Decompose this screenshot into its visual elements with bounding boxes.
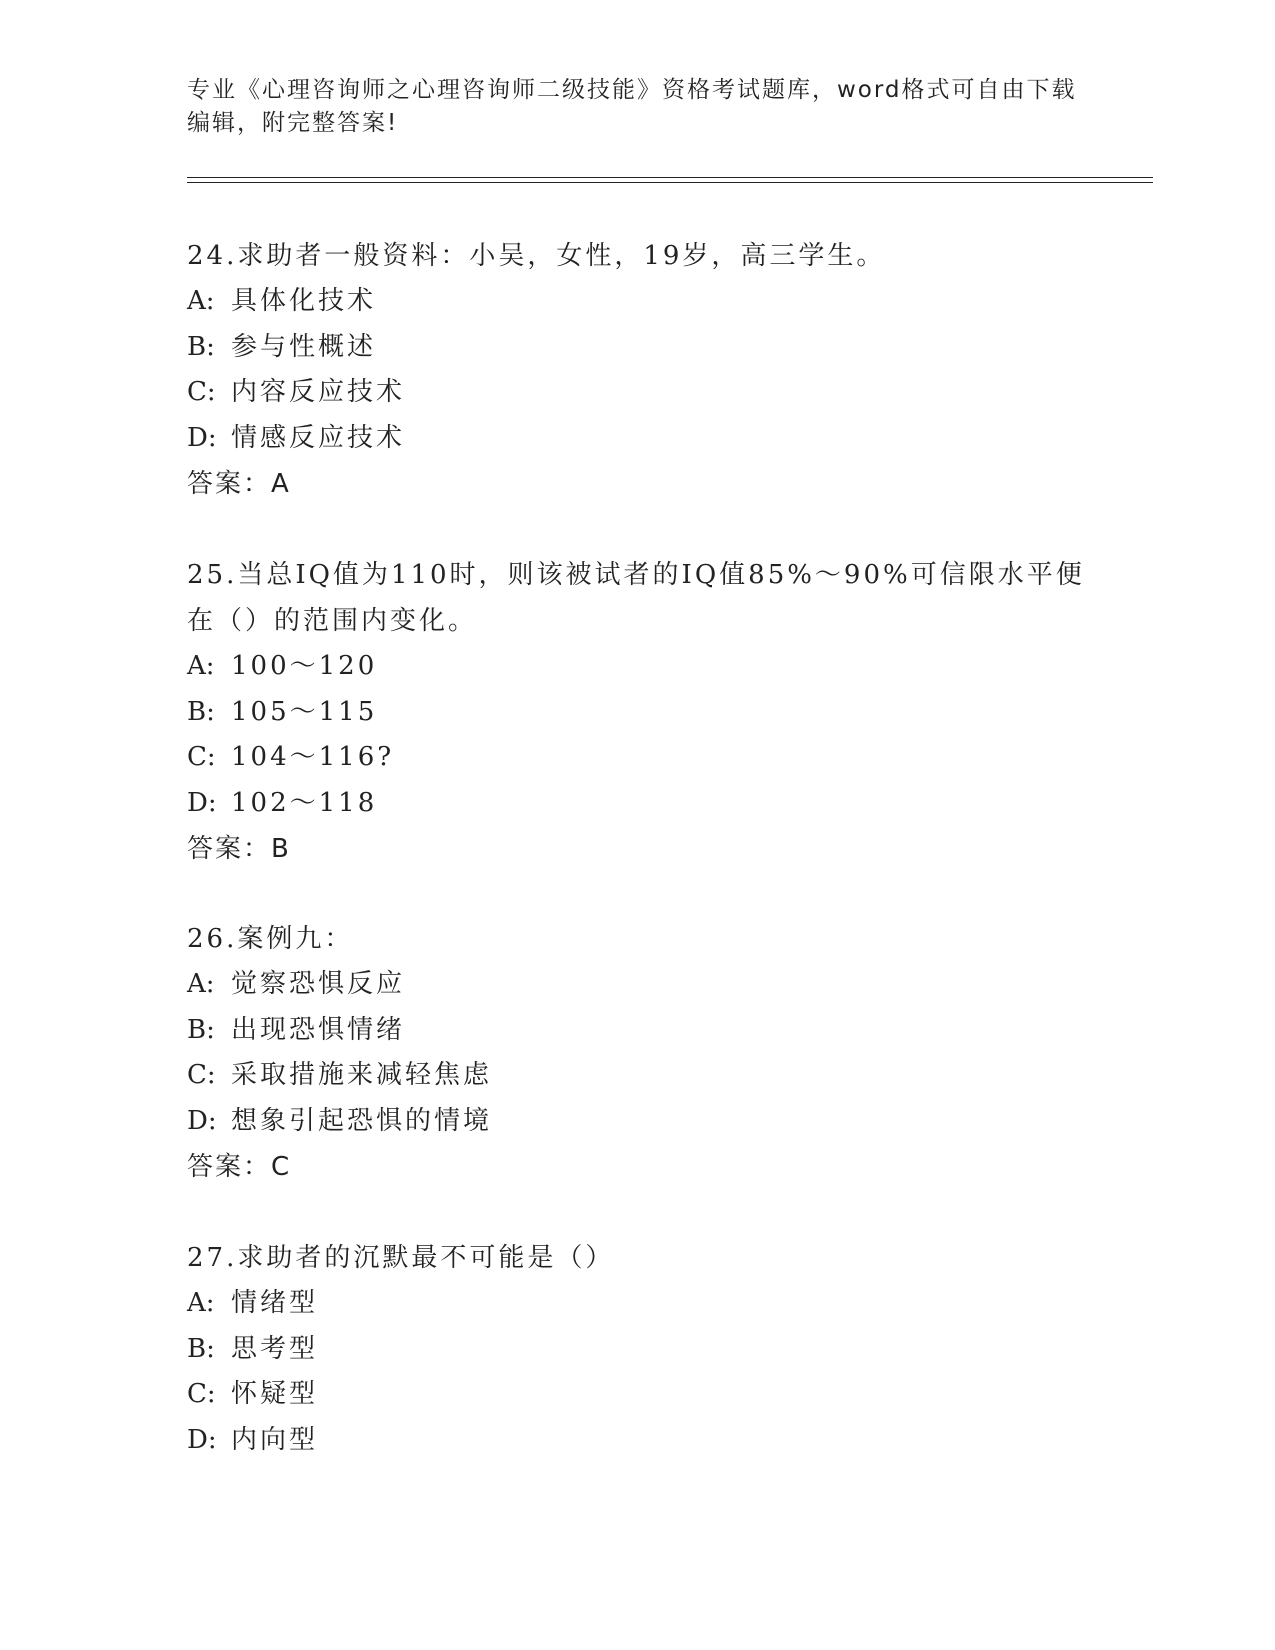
option-text: 内容反应技术: [231, 377, 406, 407]
option-letter: A:: [187, 969, 215, 999]
option-d: [187, 781, 1087, 827]
question-stem: 26.案例九：: [187, 924, 354, 954]
option-c: [187, 735, 1087, 781]
option-c: [187, 1053, 1087, 1099]
option-letter: A:: [187, 1288, 215, 1318]
option-letter: C:: [187, 377, 216, 407]
option-letter: B:: [187, 331, 215, 362]
option-text: 104～116?: [231, 742, 395, 772]
answer-line: 答案：C: [187, 1152, 292, 1182]
header-divider-top: [187, 177, 1153, 178]
option-c: [187, 370, 1087, 416]
question-26: [187, 916, 1087, 1190]
option-b: [187, 690, 1087, 736]
option-c: [187, 1372, 1087, 1418]
option-text: 具体化技术: [231, 286, 377, 316]
document-header: 专业《心理咨询师之心理咨询师二级技能》资格考试题库，word格式可自由下载编辑，附完整答案!: [187, 77, 1077, 136]
option-letter: A:: [187, 286, 215, 316]
option-b: [187, 325, 1087, 371]
option-d: [187, 1418, 1087, 1464]
option-letter: D:: [187, 787, 217, 818]
option-text: 怀疑型: [231, 1379, 319, 1409]
option-letter: C:: [187, 1060, 216, 1090]
question-27: [187, 1235, 1087, 1463]
option-text: 想象引起恐惧的情境: [231, 1105, 493, 1136]
option-text: 觉察恐惧反应: [231, 969, 406, 999]
option-letter: C:: [187, 1379, 216, 1409]
option-letter: B:: [187, 1014, 215, 1045]
question-24: [187, 233, 1087, 507]
option-text: 情绪型: [231, 1288, 319, 1318]
option-a: [187, 962, 1087, 1008]
question-25: [187, 552, 1087, 872]
answer-line: 答案：B: [187, 834, 291, 864]
option-a: [187, 1281, 1087, 1327]
option-letter: D:: [187, 1105, 217, 1136]
option-letter: A:: [187, 651, 215, 681]
option-letter: B:: [187, 1333, 215, 1364]
option-d: [187, 416, 1087, 462]
option-text: 采取措施来减轻焦虑: [231, 1060, 493, 1090]
header-divider-bottom: [187, 182, 1153, 183]
option-b: [187, 1327, 1087, 1373]
option-text: 105～115: [231, 696, 378, 727]
question-stem: 27.求助者的沉默最不可能是（）: [187, 1243, 615, 1273]
option-text: 出现恐惧情绪: [231, 1014, 406, 1045]
question-stem: 24.求助者一般资料：小吴，女性，19岁，高三学生。: [187, 241, 886, 271]
option-letter: D:: [187, 422, 217, 453]
option-b: [187, 1008, 1087, 1054]
question-stem: 25.当总IQ值为110时，则该被试者的IQ值85%～90%可信限水平便在（）的范围内变化。: [187, 560, 1085, 636]
option-text: 情感反应技术: [231, 422, 406, 453]
option-text: 102～118: [231, 787, 378, 818]
option-d: [187, 1099, 1087, 1145]
answer-line: 答案：A: [187, 469, 291, 499]
option-text: 参与性概述: [231, 331, 377, 362]
option-letter: B:: [187, 696, 215, 727]
option-letter: C:: [187, 742, 216, 772]
option-text: 100～120: [231, 651, 378, 681]
option-text: 思考型: [231, 1333, 319, 1364]
option-a: [187, 279, 1087, 325]
option-letter: D:: [187, 1424, 217, 1455]
option-text: 内向型: [231, 1424, 319, 1455]
option-a: [187, 644, 1087, 690]
